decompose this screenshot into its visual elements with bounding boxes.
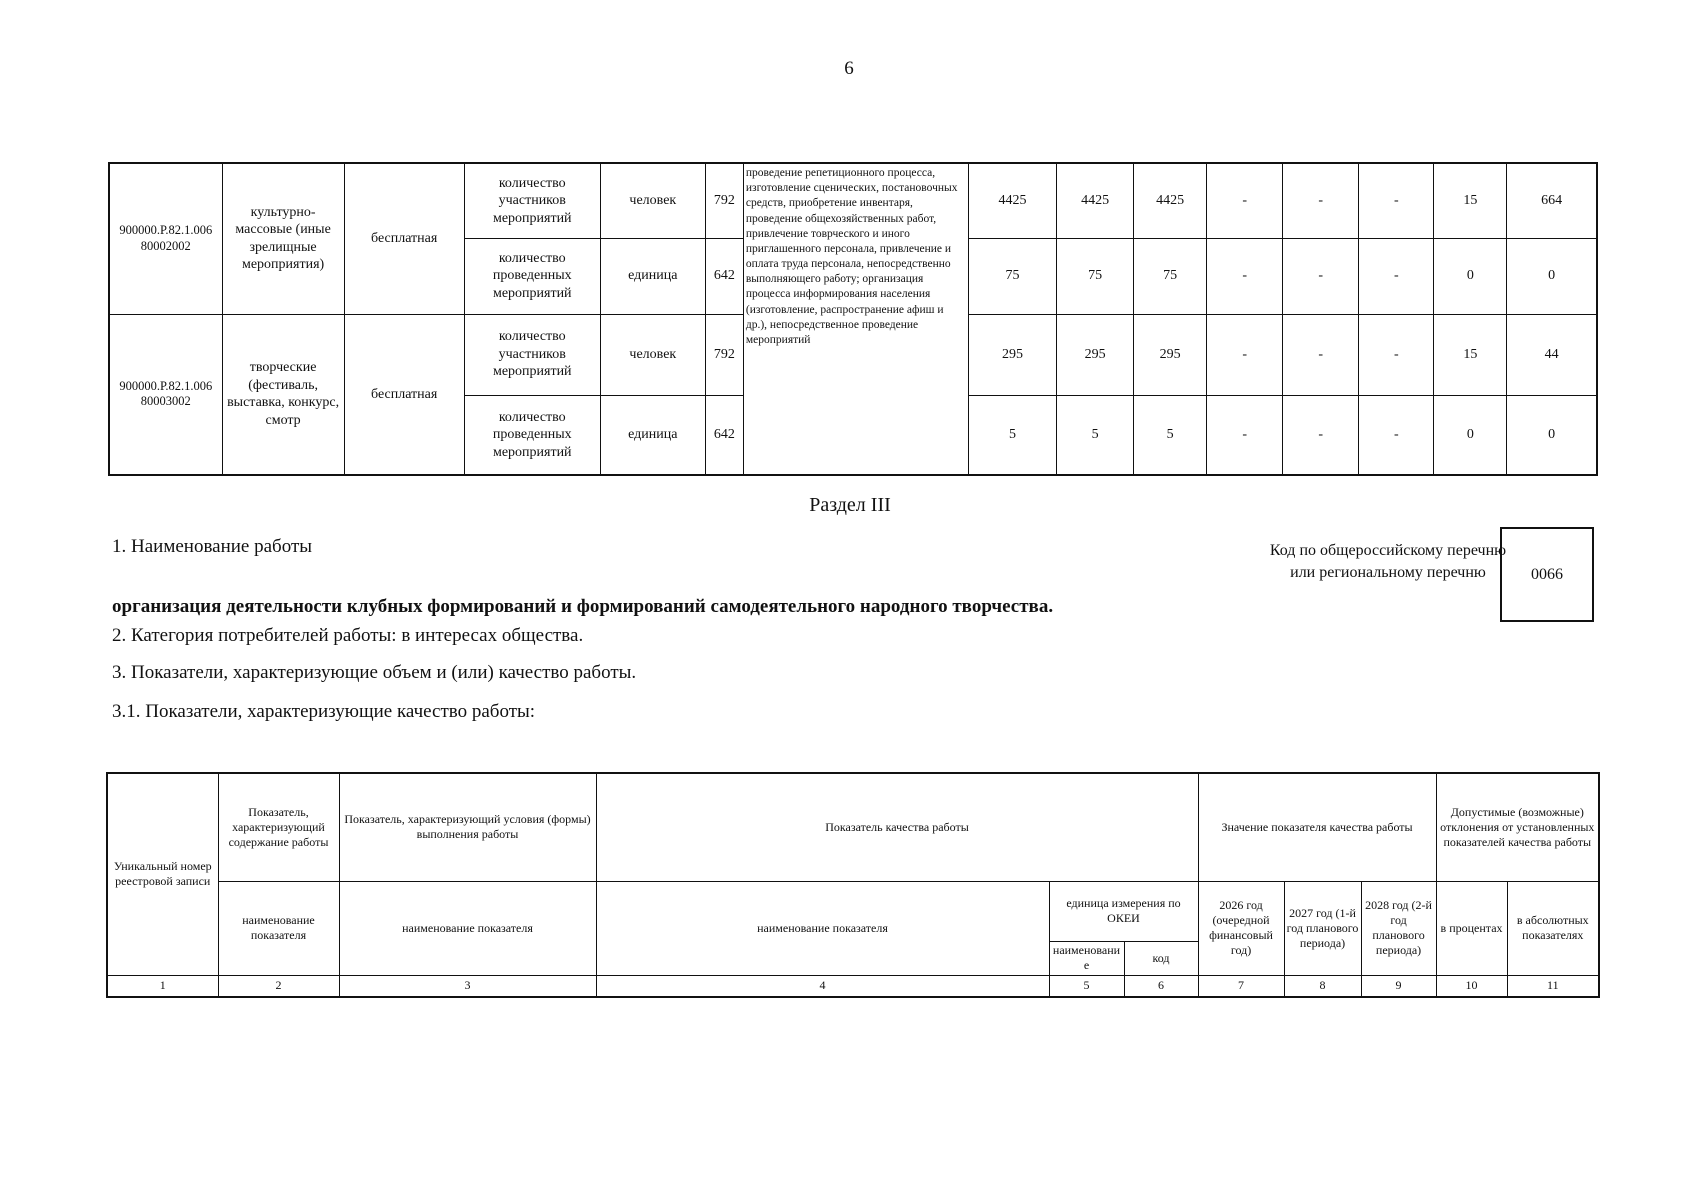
indicator-name: количество участников мероприятий — [464, 314, 600, 395]
indicator-name: количество проведенных мероприятий — [464, 238, 600, 314]
column-number: 4 — [596, 975, 1049, 997]
okei-name-header: наименование — [1049, 941, 1124, 975]
cost-2026: - — [1207, 238, 1283, 314]
value-2026: 75 — [969, 238, 1057, 314]
unit-name: человек — [600, 314, 705, 395]
deviation-percent: 15 — [1434, 163, 1507, 238]
cost-2027: - — [1283, 395, 1359, 475]
registry-code-label: Код по общероссийскому перечню или региональному перечню — [1269, 542, 1507, 582]
deviation-percent: 15 — [1434, 314, 1507, 395]
deviations-header: Допустимые (возможные) отклонения от установленных показателей качества работы — [1436, 773, 1599, 881]
services-volume-table — [108, 162, 1598, 476]
registry-code-value: 0066 — [1500, 527, 1594, 622]
work-name-label: 1. Наименование работы — [112, 536, 313, 557]
value-2027: 295 — [1057, 314, 1134, 395]
value-2027: 4425 — [1057, 163, 1134, 238]
unit-code: 792 — [705, 314, 743, 395]
column-number: 11 — [1507, 975, 1599, 997]
unique-record-header: Уникальный номер реестровой записи — [107, 773, 218, 975]
content-indicator: культурно-массовые (иные зрелищные мероприятия) — [222, 163, 344, 314]
indicator-name: количество участников мероприятий — [464, 163, 600, 238]
cost-2026: - — [1207, 163, 1283, 238]
cost-2028: - — [1359, 163, 1434, 238]
column-number: 10 — [1436, 975, 1507, 997]
cost-2028: - — [1359, 395, 1434, 475]
value-2026: 5 — [969, 395, 1057, 475]
content-indicator-header: Показатель, характеризующий содержание работы — [218, 773, 339, 881]
record-id: 900000.Р.82.1.006 80003002 — [109, 314, 222, 475]
value-2028: 5 — [1134, 395, 1207, 475]
indicator-name: количество проведенных мероприятий — [464, 395, 600, 475]
deviation-absolute: 664 — [1507, 163, 1597, 238]
cost-2027: - — [1283, 314, 1359, 395]
percent-header: в процентах — [1436, 881, 1507, 975]
cost-2028: - — [1359, 314, 1434, 395]
table-header-row — [107, 881, 1599, 941]
deviation-percent: 0 — [1434, 395, 1507, 475]
deviation-absolute: 0 — [1507, 238, 1597, 314]
quality-indicators-table — [106, 772, 1600, 998]
value-2027: 75 — [1057, 238, 1134, 314]
unit-code: 792 — [705, 163, 743, 238]
column-number: 7 — [1198, 975, 1284, 997]
year-2026-header: 2026 год (очередной финансовый год) — [1198, 881, 1284, 975]
column-number: 3 — [339, 975, 596, 997]
value-2027: 5 — [1057, 395, 1134, 475]
cost-2027: - — [1283, 238, 1359, 314]
quality-indicator-header: Показатель качества работы — [596, 773, 1198, 881]
work-name: организация деятельности клубных формирований и формирований самодеятельного народного творчества. — [112, 596, 1054, 617]
table-header-row — [107, 773, 1599, 881]
indicator-name-header: наименование показателя — [339, 881, 596, 975]
quality-heading: 3.1. Показатели, характеризующие качество работы: — [112, 701, 536, 722]
value-2026: 4425 — [969, 163, 1057, 238]
column-number: 5 — [1049, 975, 1124, 997]
okei-code-header: код — [1124, 941, 1198, 975]
column-number: 6 — [1124, 975, 1198, 997]
unit-code: 642 — [705, 238, 743, 314]
deviation-absolute: 0 — [1507, 395, 1597, 475]
unit-name: единица — [600, 395, 705, 475]
condition-indicator: бесплатная — [344, 314, 464, 475]
column-number: 8 — [1284, 975, 1361, 997]
page-number: 6 — [844, 58, 854, 79]
value-2028: 75 — [1134, 238, 1207, 314]
value-2028: 295 — [1134, 314, 1207, 395]
section-title: Раздел III — [809, 494, 891, 516]
table-row — [109, 163, 1597, 238]
deviation-percent: 0 — [1434, 238, 1507, 314]
record-id: 900000.Р.82.1.006 80002002 — [109, 163, 222, 314]
column-number: 2 — [218, 975, 339, 997]
indicator-name-header: наименование показателя — [218, 881, 339, 975]
quality-value-header: Значение показателя качества работы — [1198, 773, 1436, 881]
cost-2026: - — [1207, 395, 1283, 475]
cost-2026: - — [1207, 314, 1283, 395]
unit-name: единица — [600, 238, 705, 314]
column-number: 9 — [1361, 975, 1436, 997]
year-2028-header: 2028 год (2-й год планового периода) — [1361, 881, 1436, 975]
cost-2028: - — [1359, 238, 1434, 314]
unit-code: 642 — [705, 395, 743, 475]
indicator-name-header: наименование показателя — [596, 881, 1049, 975]
consumer-category: 2. Категория потребителей работы: в интересах общества. — [112, 625, 584, 646]
column-number: 1 — [107, 975, 218, 997]
value-2026: 295 — [969, 314, 1057, 395]
condition-indicator-header: Показатель, характеризующий условия (формы) выполнения работы — [339, 773, 596, 881]
content-indicator: творческие (фестиваль, выставка, конкурс, смотр — [222, 314, 344, 475]
unit-name: человек — [600, 163, 705, 238]
cost-2027: - — [1283, 163, 1359, 238]
okei-unit-header: единица измерения по ОКЕИ — [1049, 881, 1198, 941]
volume-quality-heading: 3. Показатели, характеризующие объем и (или) качество работы. — [112, 662, 637, 683]
year-2027-header: 2027 год (1-й год планового периода) — [1284, 881, 1361, 975]
value-2028: 4425 — [1134, 163, 1207, 238]
condition-indicator: бесплатная — [344, 163, 464, 314]
absolute-header: в абсолютных показателях — [1507, 881, 1599, 975]
work-description: проведение репетиционного процесса, изготовление сценических, постановочных средств, приобретение инвентаря, проведение общехозяйственных работ, привлечение товрческого и иного приглашенного персонала, привлечение и оплата труда персонала, непосредственно выполняющего работу; организация процесса информирования населения (изготовление, распространение афиш и др.), непосредственное проведение мероприятий — [743, 163, 968, 475]
column-numbers-row — [107, 975, 1599, 997]
deviation-absolute: 44 — [1507, 314, 1597, 395]
